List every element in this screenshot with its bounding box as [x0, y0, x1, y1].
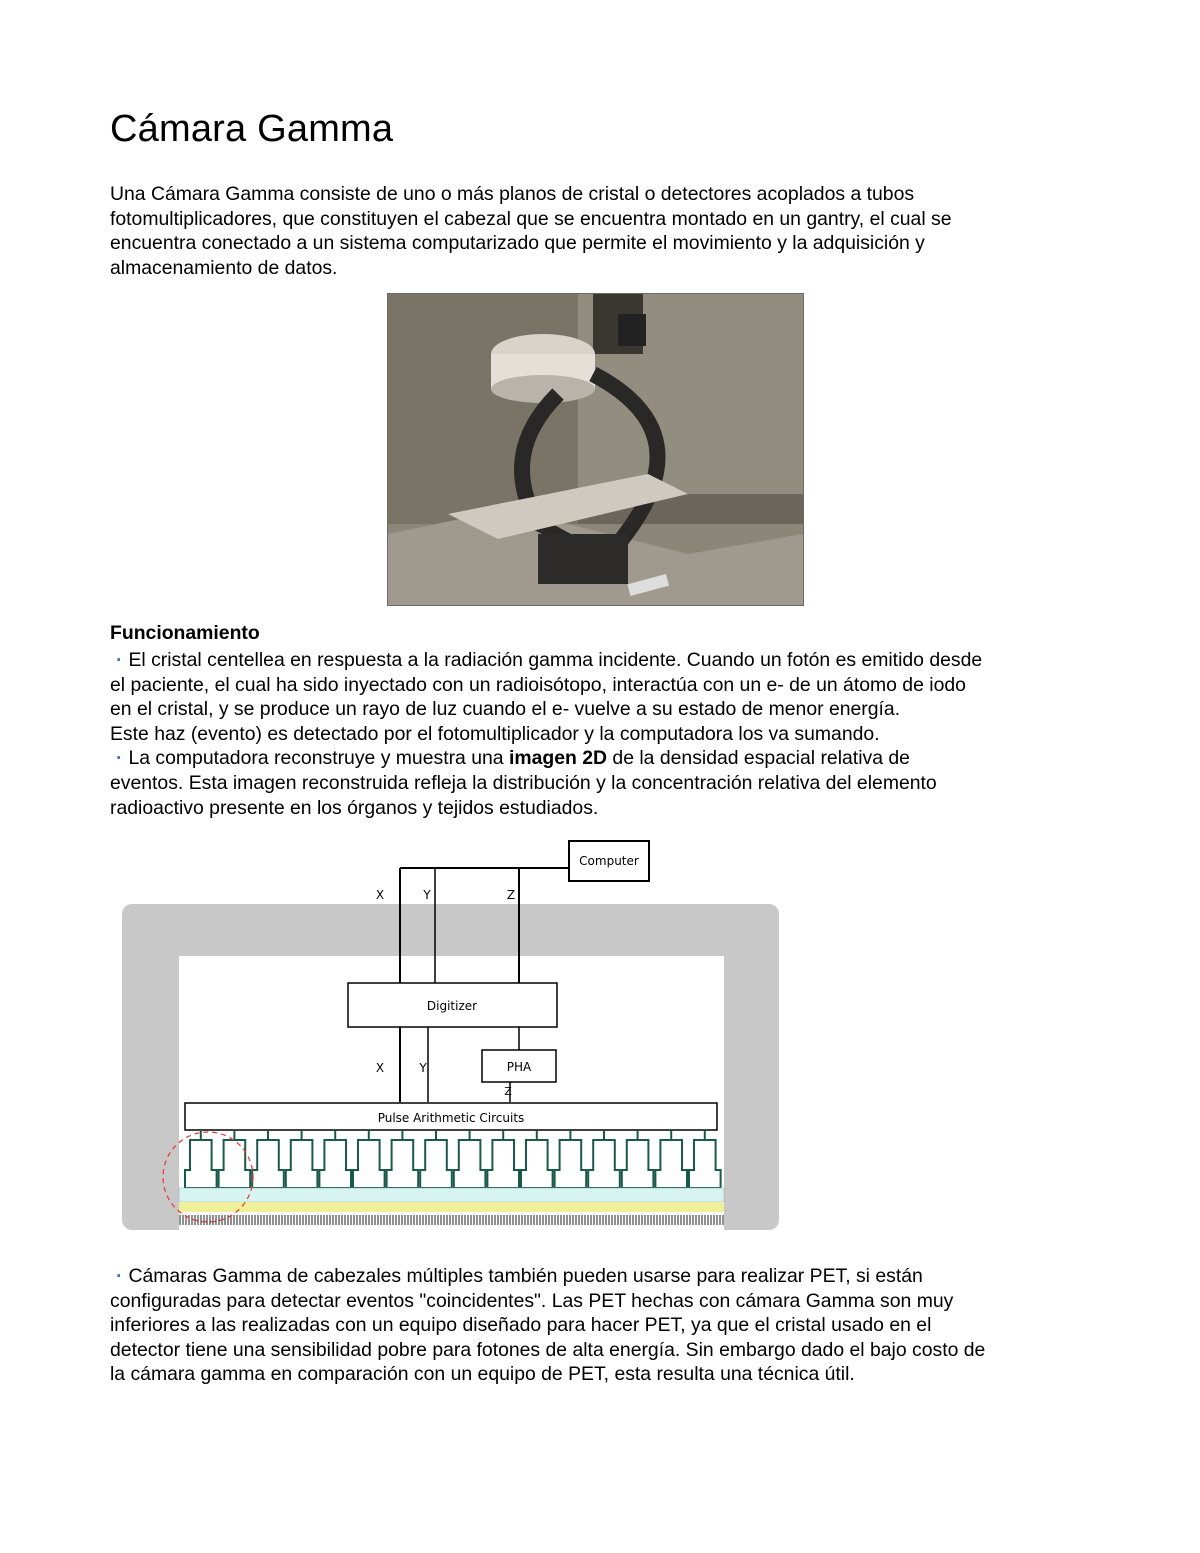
final-paragraph: [110, 1264, 1100, 1387]
x-mid-label: X: [375, 1061, 385, 1075]
final-line: detector tiene una sensibilidad pobre para fotones de alta energía. Sin embargo dado el bajo costo de: [110, 1338, 986, 1361]
func-text: El cristal centellea en respuesta a la radiación gamma incidente. Cuando un fotón es emitido desde: [128, 649, 983, 671]
final-line: [110, 1264, 1100, 1289]
intro-line: Una Cámara Gamma consiste de uno o más planos de cristal o detectores acoplados a tubos: [110, 183, 915, 205]
bullet-icon: ·: [116, 1265, 123, 1287]
intro-line: fotomultiplicadores, que constituyen el cabezal que se encuentra montado en un gantry, el cual se: [110, 207, 952, 230]
func-line: eventos. Esta imagen reconstruida refleja la distribución y la concentración relativa del elemento: [110, 771, 937, 794]
func-text: de la densidad espacial relativa de: [612, 747, 910, 770]
funcionamiento-paragraph: [110, 648, 1100, 820]
digitizer-label: Digitizer: [426, 999, 478, 1013]
computer-label: Computer: [579, 854, 639, 868]
y-mid-label: Y: [419, 1061, 427, 1075]
y-top-label: Y: [423, 888, 431, 902]
page-title: Cámara Gamma: [110, 108, 394, 150]
intro-line: almacenamiento de datos.: [110, 256, 338, 279]
x-top-label: X: [375, 888, 385, 902]
final-line: inferiores a las realizadas con un equipo diseñado para hacer PET, ya que el cristal usado en el: [110, 1314, 932, 1337]
light-guide: [179, 1188, 724, 1202]
func-line: Este haz (evento) es detectado por el fotomultiplicador y la computadora los va sumando.: [110, 722, 880, 745]
func-line: en el cristal, y se produce un rayo de luz cuando el e- vuelve a su estado de menor energía.: [110, 698, 901, 721]
final-text: Cámaras Gamma de cabezales múltiples también pueden usarse para realizar PET, si están: [128, 1265, 923, 1287]
pulse-circuits-label: Pulse Arithmetic Circuits: [377, 1111, 525, 1125]
bullet-icon: ·: [116, 747, 123, 770]
intro-line: encuentra conectado a un sistema computarizado que permite el movimiento y la adquisición y: [110, 232, 925, 255]
func-line: el paciente, el cual ha sido inyectado con un radioisótopo, interactúa con un e- de un átomo de iodo: [110, 673, 966, 696]
func-text: La computadora reconstruye y muestra una: [128, 747, 504, 770]
crystal: [179, 1202, 724, 1212]
z-mid-label: Z: [504, 1085, 512, 1098]
func-bold-text: imagen 2D: [508, 747, 608, 770]
section-heading: Funcionamiento: [110, 622, 260, 644]
final-line: la cámara gamma en comparación con un equipo de PET, esta resulta una técnica útil.: [110, 1363, 855, 1386]
gamma-camera-photo: [387, 293, 804, 606]
func-line: [110, 746, 1100, 771]
intro-paragraph: [110, 182, 1100, 280]
func-line: [110, 648, 1100, 673]
gamma-camera-diagram: [118, 838, 788, 1240]
final-line: configuradas para detectar eventos "coincidentes". Las PET hechas con cámara Gamma son muy: [110, 1289, 954, 1312]
func-line: radioactivo presente en los órganos y tejidos estudiados.: [110, 796, 599, 819]
z-top-label: Z: [506, 888, 516, 902]
bullet-icon: ·: [116, 649, 123, 671]
pha-label: PHA: [506, 1060, 532, 1074]
